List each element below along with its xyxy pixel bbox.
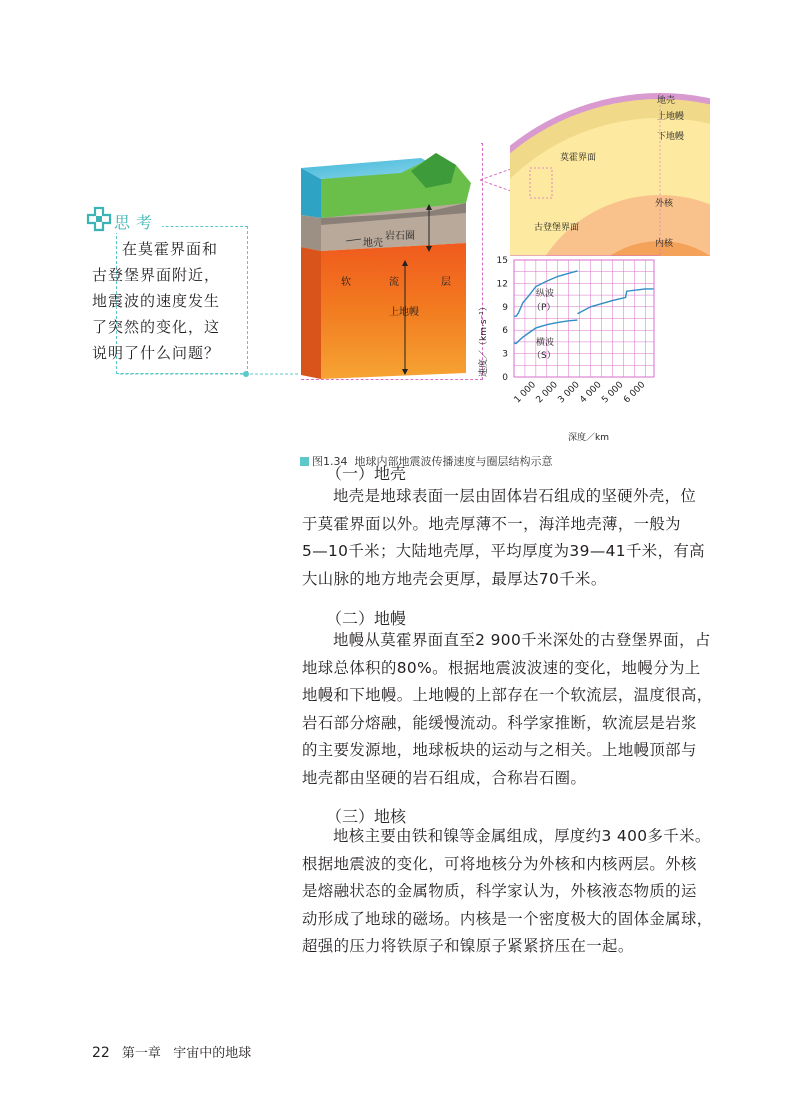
paragraph-line: 地幔从莫霍界面直至2 900千米深处的古登堡界面，占 [333, 631, 711, 649]
think-line: 在莫霍界面和 [122, 240, 219, 258]
paragraph-line: 地幔和下地幔。上地幔的上部存在一个软流层，温度很高， [302, 686, 713, 704]
y-tick-label: 3 [502, 349, 508, 360]
x-tick-label: 3 000 [556, 380, 582, 406]
earth-globe-section [510, 88, 710, 258]
series-label-s-1: 横波 [536, 338, 555, 348]
paragraph-line: 地壳都由坚硬的岩石组成，合称岩石圈。 [302, 768, 587, 787]
globe-label-outer-core: 外核 [655, 199, 674, 209]
paragraph-line: 岩石部分熔融，能缓慢流动。科学家推断，软流层是岩浆 [302, 713, 697, 732]
x-tick-label: 4 000 [578, 380, 604, 406]
think-line: 古登堡界面附近， [92, 266, 221, 284]
paragraph-line: 是熔融状态的金属物质，科学家认为，外核液态物质的运 [302, 882, 697, 900]
globe-label-inner-core: 内核 [655, 239, 674, 249]
globe-label-crust: 地壳 [657, 96, 676, 106]
think-line: 地震波的速度发生 [92, 292, 221, 310]
paragraph-line: 超强的压力将铁原子和镍原子紧紧挤压在一起。 [302, 937, 634, 955]
earth-block-diagram [301, 143, 481, 379]
paragraph-line: 于莫霍界面以外。地壳厚薄不一，海洋地壳薄，一般为 [302, 514, 681, 533]
label-crust: 地壳 [363, 238, 383, 249]
label-upper-mantle: 上地幔 [389, 307, 419, 318]
series-label-s-2: （S） [532, 351, 556, 361]
series-label-p-1: 纵波 [536, 289, 555, 299]
y-tick-label: 0 [502, 373, 508, 383]
section-heading-mantle: （二）地幔 [326, 609, 407, 628]
globe-label-lower-mantle: 下地幔 [657, 132, 685, 142]
y-tick-label: 9 [502, 302, 508, 313]
chapter-number: 第一章 [121, 1046, 161, 1061]
chart-xlabel: 深度／km [568, 433, 609, 443]
label-asthenosphere-1: 软 [341, 277, 351, 288]
paragraph-line: 的主要发源地，地球板块的运动与之相关。上地幔顶部与 [302, 741, 697, 759]
section-paragraph-core [302, 823, 713, 961]
globe-label-upper-mantle: 上地幔 [657, 112, 685, 122]
think-line: 说明了什么问题？ [92, 344, 221, 362]
think-connector [120, 370, 310, 378]
paragraph-line: 根据地震波的变化，可将地核分为外核和内核两层。外核 [302, 854, 697, 873]
series-label-p-2: （P） [532, 303, 556, 313]
label-asthenosphere-2: 流 [389, 277, 399, 288]
y-tick-label: 6 [502, 326, 508, 337]
paragraph-line: 大山脉的地方地壳会更厚，最厚达70千米。 [302, 569, 607, 588]
page-number: 22 [92, 1045, 110, 1061]
chart-ylabel: 速度／（km·s⁻¹） [479, 302, 489, 377]
section-paragraph-mantle [302, 627, 713, 792]
paragraph-line: 地壳是地球表面一层由固体岩石组成的坚硬外壳，位 [333, 487, 697, 505]
page-footer [92, 1042, 251, 1061]
think-line: 了突然的变化，这 [92, 318, 221, 336]
y-tick-label: 15 [496, 256, 508, 266]
caption-marker-icon [300, 457, 309, 466]
section-paragraph-crust [302, 483, 705, 593]
chart-x-ticks [513, 380, 648, 405]
chart-y-ticks [497, 256, 509, 383]
y-tick-label: 12 [496, 279, 508, 290]
think-icon [86, 206, 112, 236]
x-tick-label: 1 000 [512, 380, 538, 406]
seismic-chart [476, 252, 666, 447]
think-question [84, 236, 244, 366]
globe-label-gutenberg: 古登堡界面 [534, 223, 580, 233]
section-heading-crust: （一）地壳 [326, 464, 407, 483]
label-lithosphere: 岩石圈 [385, 231, 415, 242]
label-asthenosphere-3: 层 [441, 277, 451, 288]
x-tick-label: 5 000 [600, 380, 626, 406]
globe-label-moho: 莫霍界面 [560, 153, 597, 163]
section-heading-core: （三）地核 [326, 807, 407, 826]
chapter-title: 宇宙中的地球 [173, 1046, 252, 1061]
paragraph-line: 地核主要由铁和镍等金属组成，厚度约3 400多千米。 [333, 827, 711, 845]
x-tick-label: 2 000 [534, 380, 560, 406]
paragraph-line: 动形成了地球的磁场。内核是一个密度极大的固体金属球， [302, 909, 713, 928]
think-title: 思考 [114, 210, 162, 233]
caption-number: 图1.34 [312, 455, 348, 468]
x-tick-label: 6 000 [622, 380, 648, 406]
paragraph-line: 5—10千米；大陆地壳厚，平均厚度为39—41千米，有高 [302, 542, 705, 560]
caption-text: 地球内部地震波传播速度与圈层结构示意 [354, 455, 553, 468]
paragraph-line: 地球总体积的80%。根据地震波波速的变化，地幔分为上 [302, 658, 701, 677]
